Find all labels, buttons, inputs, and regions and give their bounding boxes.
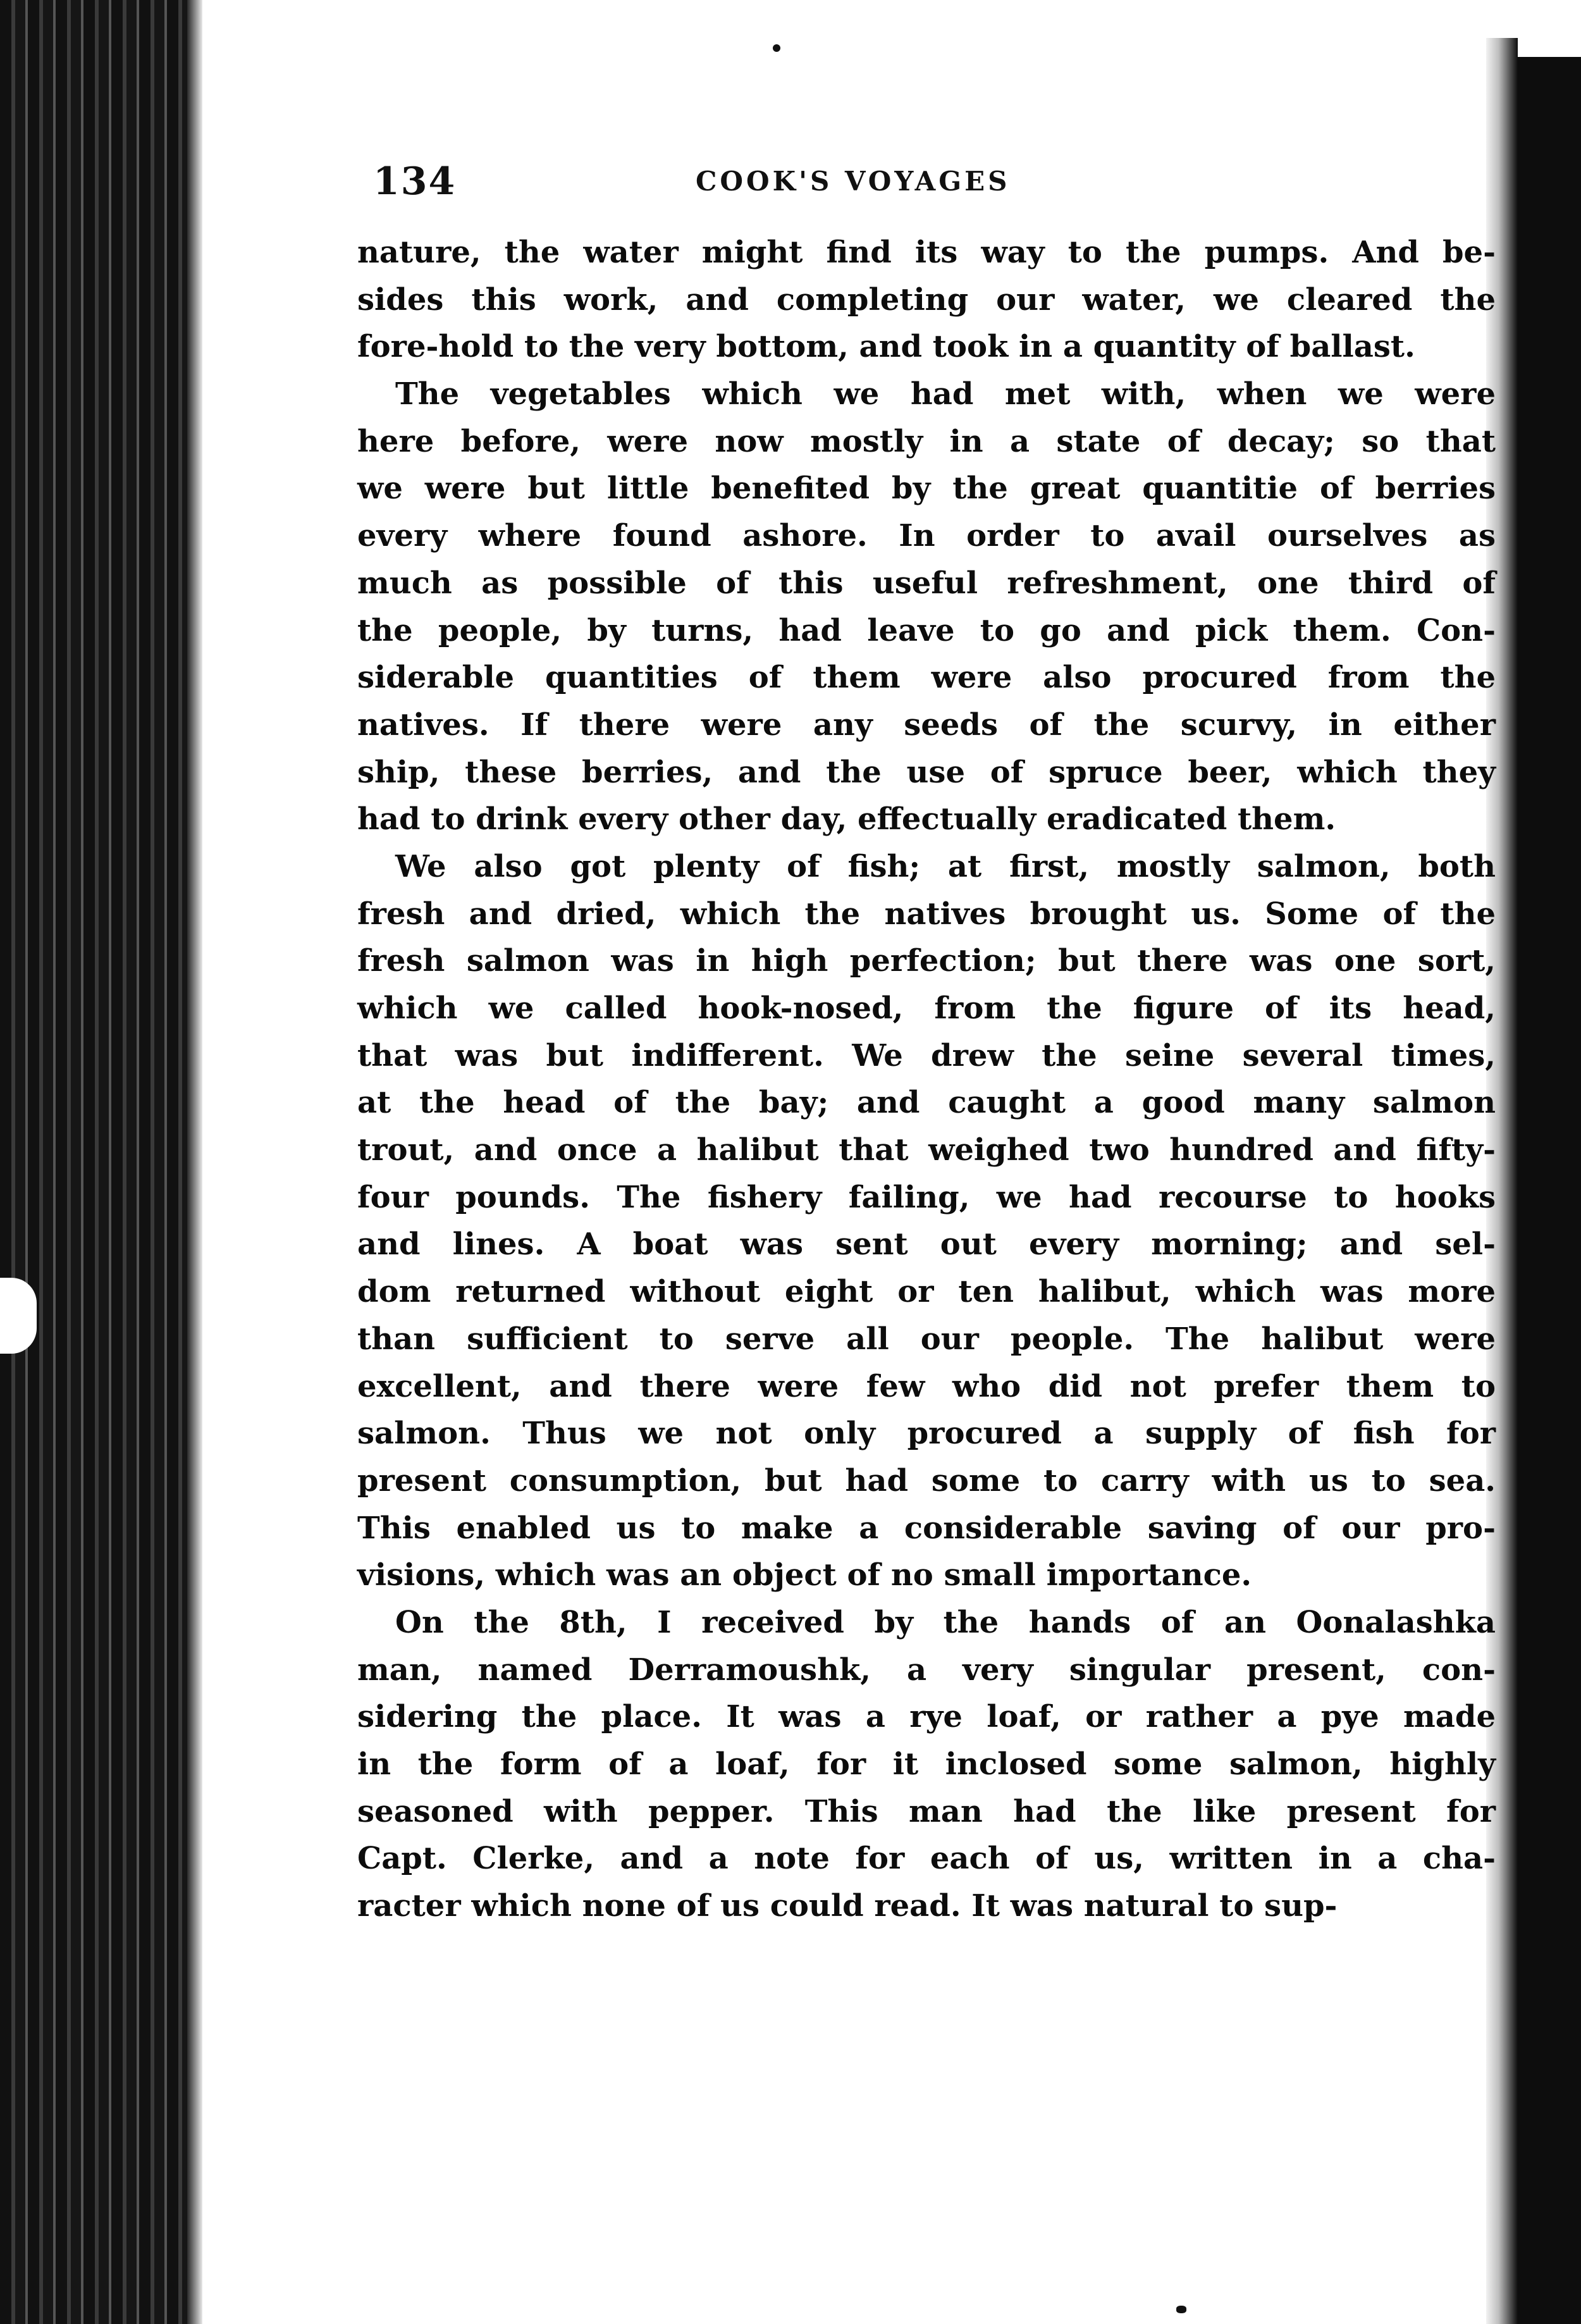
text-line: The vegetables which we had met with, when we were [395,376,1496,412]
text-line: much as possible of this useful refreshment, one third of [357,565,1496,601]
text-line: Capt. Clerke, and a note for each of us, written in a cha- [357,1841,1496,1877]
text-line: This enabled us to make a considerable saving of our pro- [357,1510,1496,1546]
page-edge-right [1486,38,1581,2324]
body-text [357,229,1496,1930]
text-line: siderable quantities of them were also procured from the [357,660,1496,696]
text-line: ship, these berries, and the use of spruce beer, which they [357,754,1496,790]
text-line: racter which none of us could read. It was natural to sup- [357,1888,1338,1924]
text-line: which we called hook-nosed, from the figure of its head, [357,991,1496,1026]
text-line: visions, which was an object of no small importance. [357,1557,1252,1593]
book-page [202,0,1496,2324]
text-line: dom returned without eight or ten halibut, which was more [357,1274,1496,1310]
text-line: than sufficient to serve all our people. The halibut were [357,1321,1496,1357]
text-line: fresh and dried, which the natives brought us. Some of the [357,896,1496,932]
text-line: sides this work, and completing our water, we cleared the [357,281,1496,318]
page-edge-right-gap [1518,0,1581,57]
text-line: On the 8th, I received by the hands of an Oonalashka [395,1604,1496,1640]
text-line: fresh salmon was in high perfection; but there was one sort, [357,943,1496,979]
text-line: excellent, and there were few who did not prefer them to [357,1368,1496,1404]
running-head [373,159,1183,210]
text-line: seasoned with pepper. This man had the like present for [357,1793,1496,1829]
text-line: we were but little benefited by the great quantitie of berries [357,471,1496,507]
text-line: nature, the water might find its way to the pumps. And be- [357,235,1496,270]
binding-notch [0,1278,37,1354]
book-binding-edge [0,0,202,2324]
text-line: sidering the place. It was a rye loaf, or rather a pye made [357,1699,1496,1735]
text-line: We also got plenty of fish; at first, mostly salmon, both [395,848,1496,884]
text-line: every where found ashore. In order to avail ourselves as [357,518,1496,554]
text-line: fore-hold to the very bottom, and took in a quantity of ballast. [357,329,1415,365]
running-title: COOK'S VOYAGES [696,166,1011,197]
text-line: salmon. Thus we not only procured a supply of fish for [357,1416,1496,1452]
text-line: natives. If there were any seeds of the scurvy, in either [357,707,1496,743]
text-line: here before, were now mostly in a state of decay; so that [357,423,1496,459]
text-line: man, named Derramoushk, a very singular present, con- [357,1652,1496,1688]
page-number: 134 [373,159,457,204]
gutter-shadow [187,0,202,2324]
text-line: had to drink every other day, effectually eradicated them. [357,801,1336,838]
text-line: the people, by turns, had leave to go and pick them. Con- [357,612,1496,648]
text-line: that was but indifferent. We drew the seine several times, [357,1037,1496,1073]
text-line: present consumption, but had some to carry with us to sea. [357,1462,1496,1499]
text-line: in the form of a loaf, for it inclosed some salmon, highly [357,1746,1496,1782]
text-line: trout, and once a halibut that weighed two hundred and fifty- [357,1132,1496,1168]
text-line: four pounds. The fishery failing, we had recourse to hooks [357,1179,1496,1215]
text-line: at the head of the bay; and caught a good many salmon [357,1085,1496,1121]
text-line: and lines. A boat was sent out every morning; and sel- [357,1227,1496,1263]
